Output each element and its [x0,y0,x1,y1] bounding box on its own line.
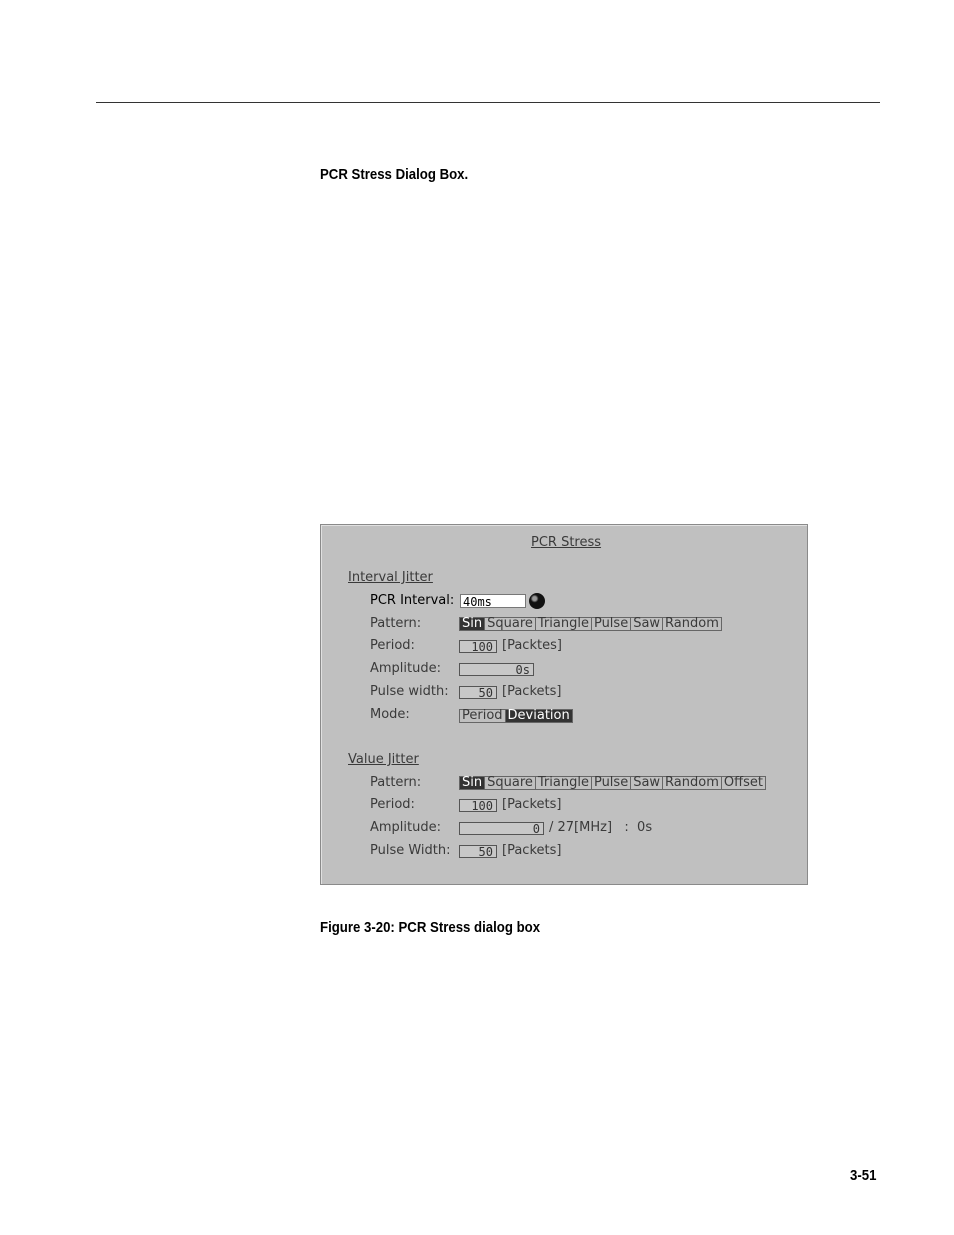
interval-amplitude-field[interactable]: 0s [459,663,534,676]
interval-pattern-option-triangle[interactable]: Triangle [536,618,592,630]
value-pulse-width-unit: [Packets] [502,843,562,858]
interval-mode-option-deviation[interactable]: Deviation [507,708,570,723]
interval-pattern-option-square[interactable]: Square [485,618,536,630]
knob-icon[interactable] [529,593,545,609]
value-period-unit: [Packets] [502,797,562,812]
interval-amplitude-label: Amplitude: [370,661,441,676]
value-pattern-option-square[interactable]: Square [485,777,536,789]
value-pattern-option-offset[interactable]: Offset [723,775,763,790]
interval-pattern-option-pulse[interactable]: Pulse [592,618,631,630]
interval-period-unit: [Packtes] [502,638,562,653]
value-pattern-selector [459,776,766,790]
interval-pattern-option-sin[interactable]: Sin [460,618,485,630]
interval-period-field[interactable]: 100 [459,640,497,653]
section-heading: PCR Stress Dialog Box. [320,166,469,183]
interval-pulse-width-field[interactable]: 50 [459,686,497,699]
value-jitter-section-label: Value Jitter [348,752,419,767]
value-pattern-option-sin[interactable]: Sin [460,777,485,789]
pcr-interval-input[interactable]: 40ms [460,594,526,608]
value-pattern-option-triangle[interactable]: Triangle [536,777,592,789]
page-number: 3-51 [850,1167,877,1184]
value-pattern-option-pulse[interactable]: Pulse [592,777,631,789]
interval-mode-label: Mode: [370,707,410,722]
value-pulse-width-field[interactable]: 50 [459,845,497,858]
figure-caption: Figure 3-20: PCR Stress dialog box [320,919,541,936]
interval-pulse-width-label: Pulse width: [370,684,449,699]
value-pattern-option-random[interactable]: Random [663,777,722,789]
interval-pulse-width-unit: [Packets] [502,684,562,699]
value-amplitude-field[interactable]: 0 [459,822,544,835]
pcr-stress-dialog [320,524,808,885]
interval-jitter-section-label: Interval Jitter [348,570,433,585]
dialog-title: PCR Stress [531,535,602,550]
interval-mode-option-period[interactable]: Period [460,710,506,722]
value-amplitude-label: Amplitude: [370,820,441,835]
value-pulse-width-label: Pulse Width: [370,843,451,858]
value-pattern-label: Pattern: [370,775,422,790]
interval-pattern-option-random[interactable]: Random [665,616,719,631]
interval-pattern-selector [459,617,722,631]
interval-mode-selector [459,709,573,723]
value-pattern-option-saw[interactable]: Saw [631,777,663,789]
value-period-label: Period: [370,797,415,812]
interval-period-label: Period: [370,638,415,653]
header-rule [96,102,880,103]
value-amplitude-suffix: / 27[MHz] : 0s [549,820,653,835]
pcr-interval-label: PCR Interval: [370,593,455,608]
interval-pattern-option-saw[interactable]: Saw [631,618,663,630]
value-period-field[interactable]: 100 [459,799,497,812]
interval-pattern-label: Pattern: [370,616,422,631]
